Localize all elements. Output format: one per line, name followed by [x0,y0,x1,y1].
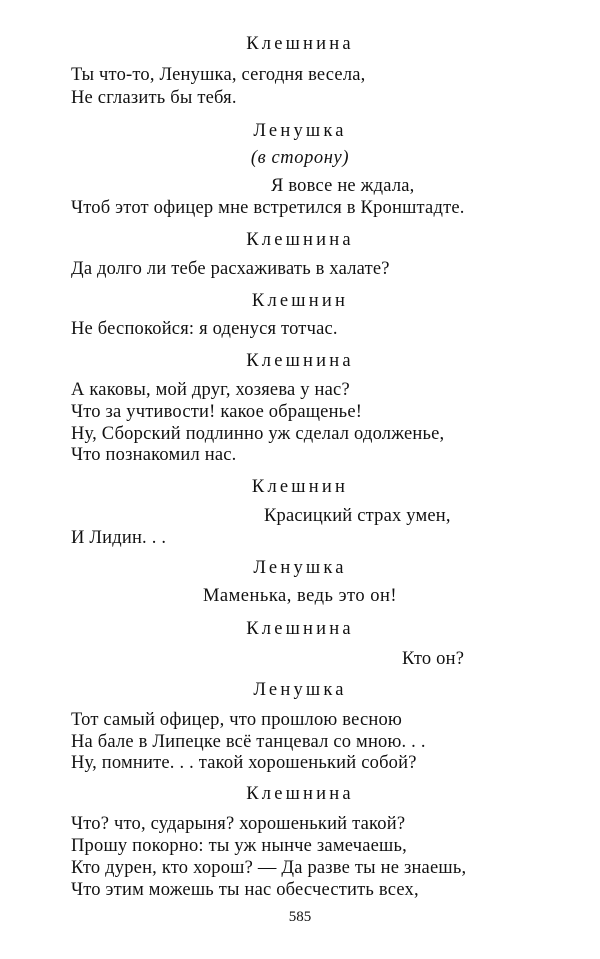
verse-line: Ты что-то, Ленушка, сегодня весела, [71,65,366,85]
speaker-heading: Клешнин [251,291,349,311]
verse-line: Кто дурен, кто хорош? — Да разве ты не знаешь, [71,858,467,878]
verse-line: Не сглазить бы тебя. [71,88,237,108]
verse-line: Что этим можешь ты нас обесчестить всех, [71,880,419,900]
verse-line: А каковы, мой друг, хозяева у нас? [71,380,350,400]
verse-line: Не беспокойся: я оденуся тотчас. [71,319,338,339]
stage-direction: (в сторону) [250,148,350,168]
verse-line: Кто он? [402,649,465,669]
page-number: 585 [288,909,312,925]
verse-line: Красицкий страх умен, [264,506,451,526]
speaker-heading: Ленушка [253,558,347,578]
verse-line: Что? что, сударыня? хорошенький такой? [71,814,406,834]
speaker-heading: Клешнина [246,619,354,639]
verse-line: На бале в Липецке всё танцевал со мною. . . [71,732,426,752]
verse-line: Тот самый офицер, что прошлою весною [71,710,402,730]
verse-line: И Лидин. . . [71,528,167,548]
verse-line: Ну, помните. . . такой хорошенький собой? [71,753,417,773]
verse-line: Я вовсе не ждала, [271,176,415,196]
speaker-heading: Клешнина [246,351,354,371]
verse-line: Что познакомил нас. [71,445,237,465]
verse-line: Ну, Сборский подлинно уж сделал одолженье, [71,424,445,444]
verse-line: Прошу покорно: ты уж нынче замечаешь, [71,836,407,856]
speaker-heading: Ленушка [253,680,347,700]
speaker-heading: Клешнина [246,784,354,804]
speaker-heading: Клешнин [251,477,349,497]
speaker-heading: Ленушка [253,121,347,141]
verse-line: Чтоб этот офицер мне встретился в Кронштадте. [71,198,465,218]
verse-line: Маменька, ведь это он! [202,586,398,606]
verse-line: Да долго ли тебе расхаживать в халате? [71,259,390,279]
speaker-heading: Клешнина [246,230,354,250]
verse-line: Что за учтивости! какое обращенье! [71,402,363,422]
speaker-heading: Клешнина [246,34,354,54]
